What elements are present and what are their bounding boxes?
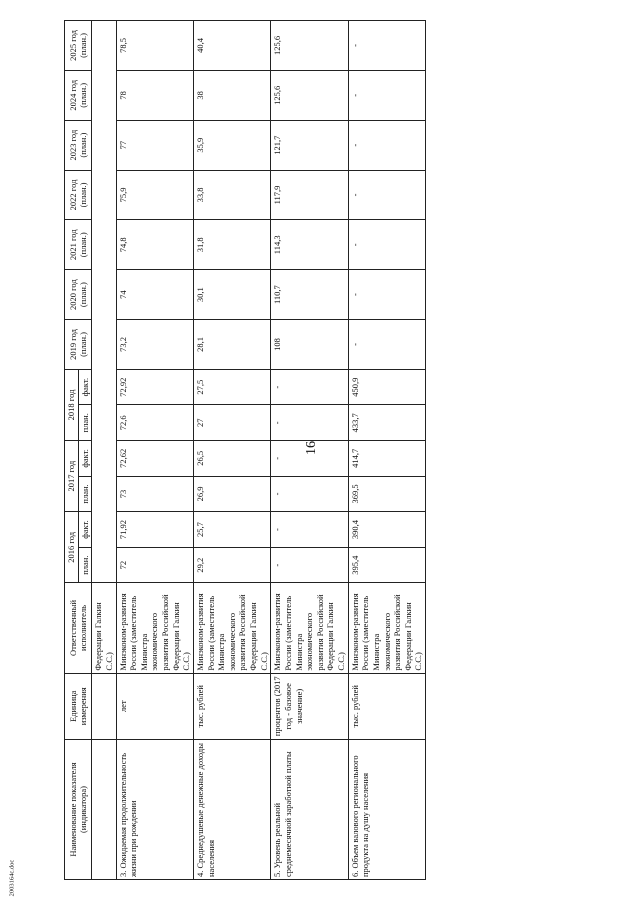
unit-cell: тыс. рублей <box>193 673 270 739</box>
value-cell: - <box>271 405 348 441</box>
value-cell: 72,6 <box>116 405 193 441</box>
unit-cell: лет <box>116 673 193 739</box>
header-year-2020: 2020 год (план.) <box>65 270 92 320</box>
value-cell: - <box>348 120 425 170</box>
value-cell: 74 <box>116 270 193 320</box>
value-cell: 369,5 <box>348 476 425 512</box>
indicator-name: Объем валового регионального продукта на душу населения <box>349 755 371 877</box>
header-year-2023: 2023 год (план.) <box>65 120 92 170</box>
value-cell: 117,9 <box>271 170 348 220</box>
value-cell: 40,4 <box>193 21 270 71</box>
value-cell: - <box>348 220 425 270</box>
executor-cell: Минэконом-развития России (заместитель Министра экономического развития Российской Федерации Галкин С.С.) <box>116 583 193 673</box>
unit-cell: процентов (2017 год - базовое значение) <box>271 673 348 739</box>
value-cell: - <box>348 270 425 320</box>
value-cell: 77 <box>116 120 193 170</box>
value-cell: 450,9 <box>348 369 425 405</box>
rotated-table-container <box>64 20 564 880</box>
value-cell: 72,62 <box>116 441 193 477</box>
indicator-cell <box>348 740 425 880</box>
unit-cell: тыс. рублей <box>348 673 425 739</box>
carry-over-executor: Федерации Галкин С.С.) <box>92 583 116 673</box>
header-year-2019: 2019 год (план.) <box>65 320 92 370</box>
indicators-table <box>64 20 426 880</box>
indicator-name: Уровень реальной среднемесячной заработной платы <box>272 751 293 877</box>
value-cell: - <box>348 70 425 120</box>
value-cell: 78,5 <box>116 21 193 71</box>
value-cell: 25,7 <box>193 512 270 548</box>
row-number: 5. <box>272 870 283 877</box>
value-cell: - <box>271 441 348 477</box>
header-year-2018: 2018 год <box>65 369 79 440</box>
value-cell: 38 <box>193 70 270 120</box>
subheader-plan: план. <box>78 547 92 583</box>
header-year-2017: 2017 год <box>65 441 79 512</box>
executor-cell: Минэконом-развития России (заместитель Министра экономического развития Российской Федерации Галкин С.С.) <box>348 583 425 673</box>
value-cell: 35,9 <box>193 120 270 170</box>
value-cell: 390,4 <box>348 512 425 548</box>
indicator-cell <box>193 740 270 880</box>
value-cell: 433,7 <box>348 405 425 441</box>
value-cell: 27 <box>193 405 270 441</box>
value-cell: 30,1 <box>193 270 270 320</box>
header-unit: Единица измерения <box>65 673 92 739</box>
value-cell: 125,6 <box>271 70 348 120</box>
indicator-cell <box>116 740 193 880</box>
subheader-fact: факт. <box>78 512 92 548</box>
value-cell: 71,92 <box>116 512 193 548</box>
row-number: 3. <box>117 870 128 877</box>
value-cell: 125,6 <box>271 21 348 71</box>
indicator-cell <box>271 740 348 880</box>
value-cell: - <box>271 547 348 583</box>
subheader-plan: план. <box>78 476 92 512</box>
value-cell: 78 <box>116 70 193 120</box>
row-number: 6. <box>349 870 360 877</box>
value-cell: - <box>271 476 348 512</box>
value-cell: 110,7 <box>271 270 348 320</box>
value-cell: 72 <box>116 547 193 583</box>
value-cell: 73,2 <box>116 320 193 370</box>
header-executor: Ответственный исполнитель <box>65 583 92 673</box>
value-cell: - <box>271 369 348 405</box>
page-number: 16 <box>304 441 319 455</box>
value-cell: - <box>348 21 425 71</box>
value-cell: - <box>271 512 348 548</box>
indicator-name: Ожидаемая продолжительность жизни при рождении <box>117 753 139 877</box>
header-year-2024: 2024 год (план.) <box>65 70 92 120</box>
value-cell: 29,2 <box>193 547 270 583</box>
value-cell: 31,8 <box>193 220 270 270</box>
table-row <box>348 21 425 880</box>
value-cell: - <box>348 170 425 220</box>
table-row <box>116 21 193 880</box>
header-year-2025: 2025 год (план.) <box>65 21 92 71</box>
subheader-fact: факт. <box>78 441 92 477</box>
value-cell: 28,1 <box>193 320 270 370</box>
value-cell: 121,7 <box>271 120 348 170</box>
header-year-2021: 2021 год (план.) <box>65 220 92 270</box>
value-cell: - <box>348 320 425 370</box>
executor-cell: Минэконом-развития России (заместитель Министра экономического развития Российской Федерации Галкин С.С.) <box>271 583 348 673</box>
executor-cell: Минэконом-развития России (заместитель Министра экономического развития Российской Федерации Галкин С.С.) <box>193 583 270 673</box>
value-cell: 108 <box>271 320 348 370</box>
value-cell: 74,8 <box>116 220 193 270</box>
value-cell: 26,5 <box>193 441 270 477</box>
value-cell: 395,4 <box>348 547 425 583</box>
value-cell: 33,8 <box>193 170 270 220</box>
carry-over-row <box>92 21 116 880</box>
value-cell: 72,92 <box>116 369 193 405</box>
header-year-2022: 2022 год (план.) <box>65 170 92 220</box>
value-cell: 73 <box>116 476 193 512</box>
table-row <box>271 21 348 880</box>
table-row <box>193 21 270 880</box>
subheader-plan: план. <box>78 405 92 441</box>
indicator-name: Среднедушевые денежные доходы населения <box>194 743 216 877</box>
row-number: 4. <box>194 870 205 877</box>
value-cell: 26,9 <box>193 476 270 512</box>
document-footer: 2003164с.doc <box>8 859 16 897</box>
value-cell: 114,3 <box>271 220 348 270</box>
header-year-2016: 2016 год <box>65 512 79 583</box>
subheader-fact: факт. <box>78 369 92 405</box>
value-cell: 414,7 <box>348 441 425 477</box>
header-indicator: Наименование показателя (индикатора) <box>65 740 92 880</box>
value-cell: 75,9 <box>116 170 193 220</box>
value-cell: 27,5 <box>193 369 270 405</box>
